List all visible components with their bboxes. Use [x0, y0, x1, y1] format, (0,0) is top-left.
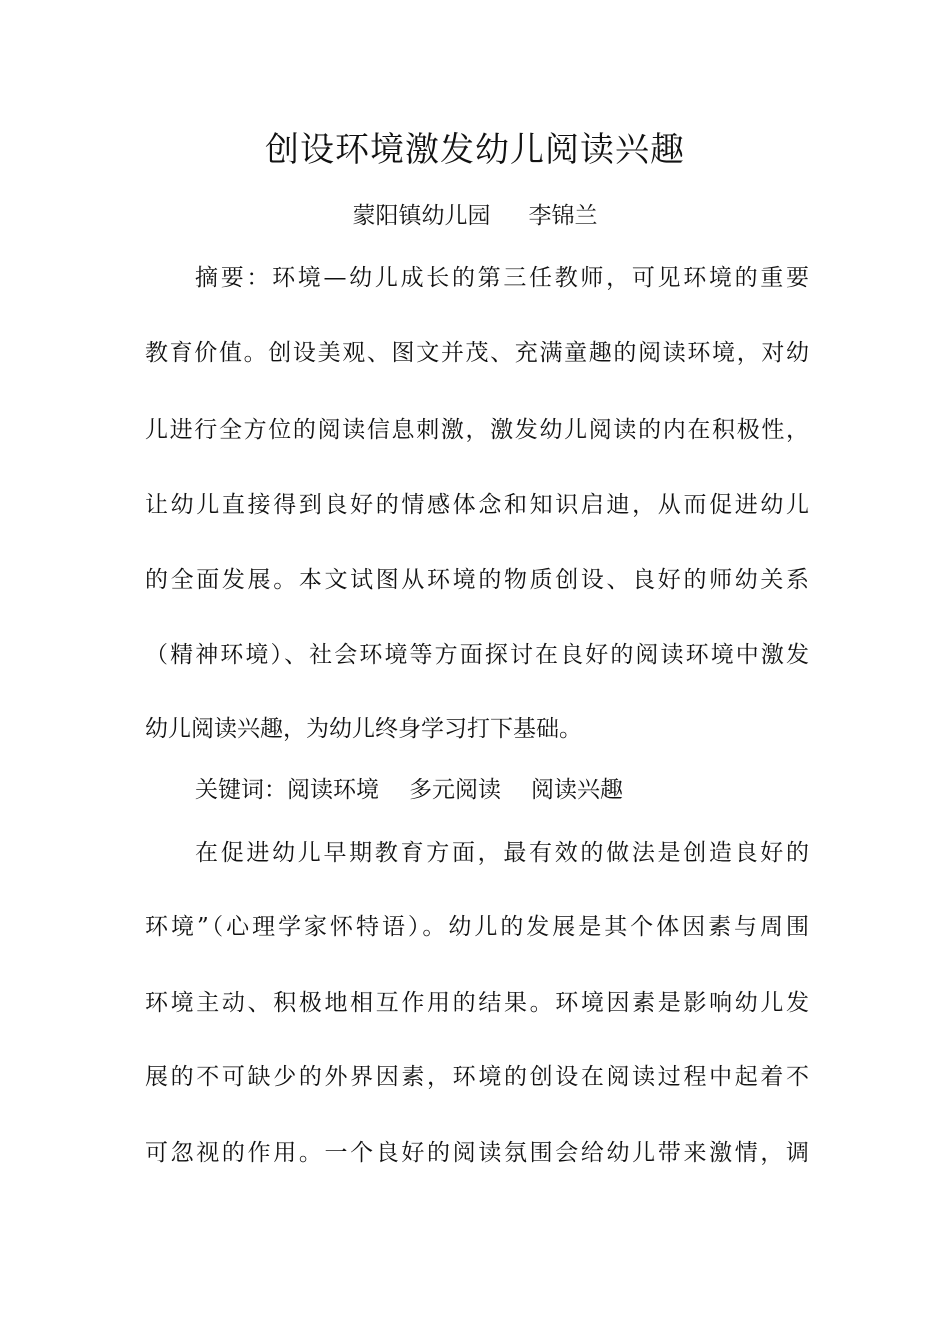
- keyword-item: 阅读兴趣: [531, 777, 623, 803]
- abstract-line-6: （精神环境）、社会环境等方面探讨在良好的阅读环境中激发: [145, 642, 809, 668]
- body-line-1: 在促进幼儿早期教育方面，最有效的做法是创造良好的: [195, 840, 809, 866]
- document-title: 创设环境激发幼儿阅读兴趣: [265, 130, 685, 170]
- abstract-line-5: 的全面发展。本文试图从环境的物质创设、良好的师幼关系: [145, 567, 809, 593]
- abstract-line-3: 儿进行全方位的阅读信息刺激，激发幼儿阅读的内在积极性，: [145, 417, 809, 443]
- keywords-label: 关键词：: [195, 777, 287, 803]
- body-line-5: 可忽视的作用。一个良好的阅读氛围会给幼儿带来激情，调: [145, 1140, 809, 1166]
- body-line-2: 环境”（心理学家怀特语）。幼儿的发展是其个体因素与周围: [145, 914, 809, 940]
- abstract-line-4: 让幼儿直接得到良好的情感体念和知识启迪，从而促进幼儿: [145, 492, 809, 518]
- abstract-line-1: 摘要：环境—幼儿成长的第三任教师，可见环境的重要: [195, 265, 809, 291]
- body-line-4: 展的不可缺少的外界因素，环境的创设在阅读过程中起着不: [145, 1064, 809, 1090]
- abstract-line-7: 幼儿阅读兴趣，为幼儿终身学习打下基础。: [145, 716, 582, 742]
- author-organization: 蒙阳镇幼儿园: [352, 203, 491, 229]
- author-line: [0, 196, 950, 236]
- keywords-line: [195, 770, 623, 810]
- abstract-line-2: 教育价值。创设美观、图文并茂、充满童趣的阅读环境，对幼: [145, 340, 809, 366]
- author-name: 李锦兰: [528, 203, 598, 229]
- body-line-3: 环境主动、积极地相互作用的结果。环境因素是影响幼儿发: [145, 990, 809, 1016]
- keyword-item: 阅读环境: [287, 777, 379, 803]
- keyword-item: 多元阅读: [409, 777, 501, 803]
